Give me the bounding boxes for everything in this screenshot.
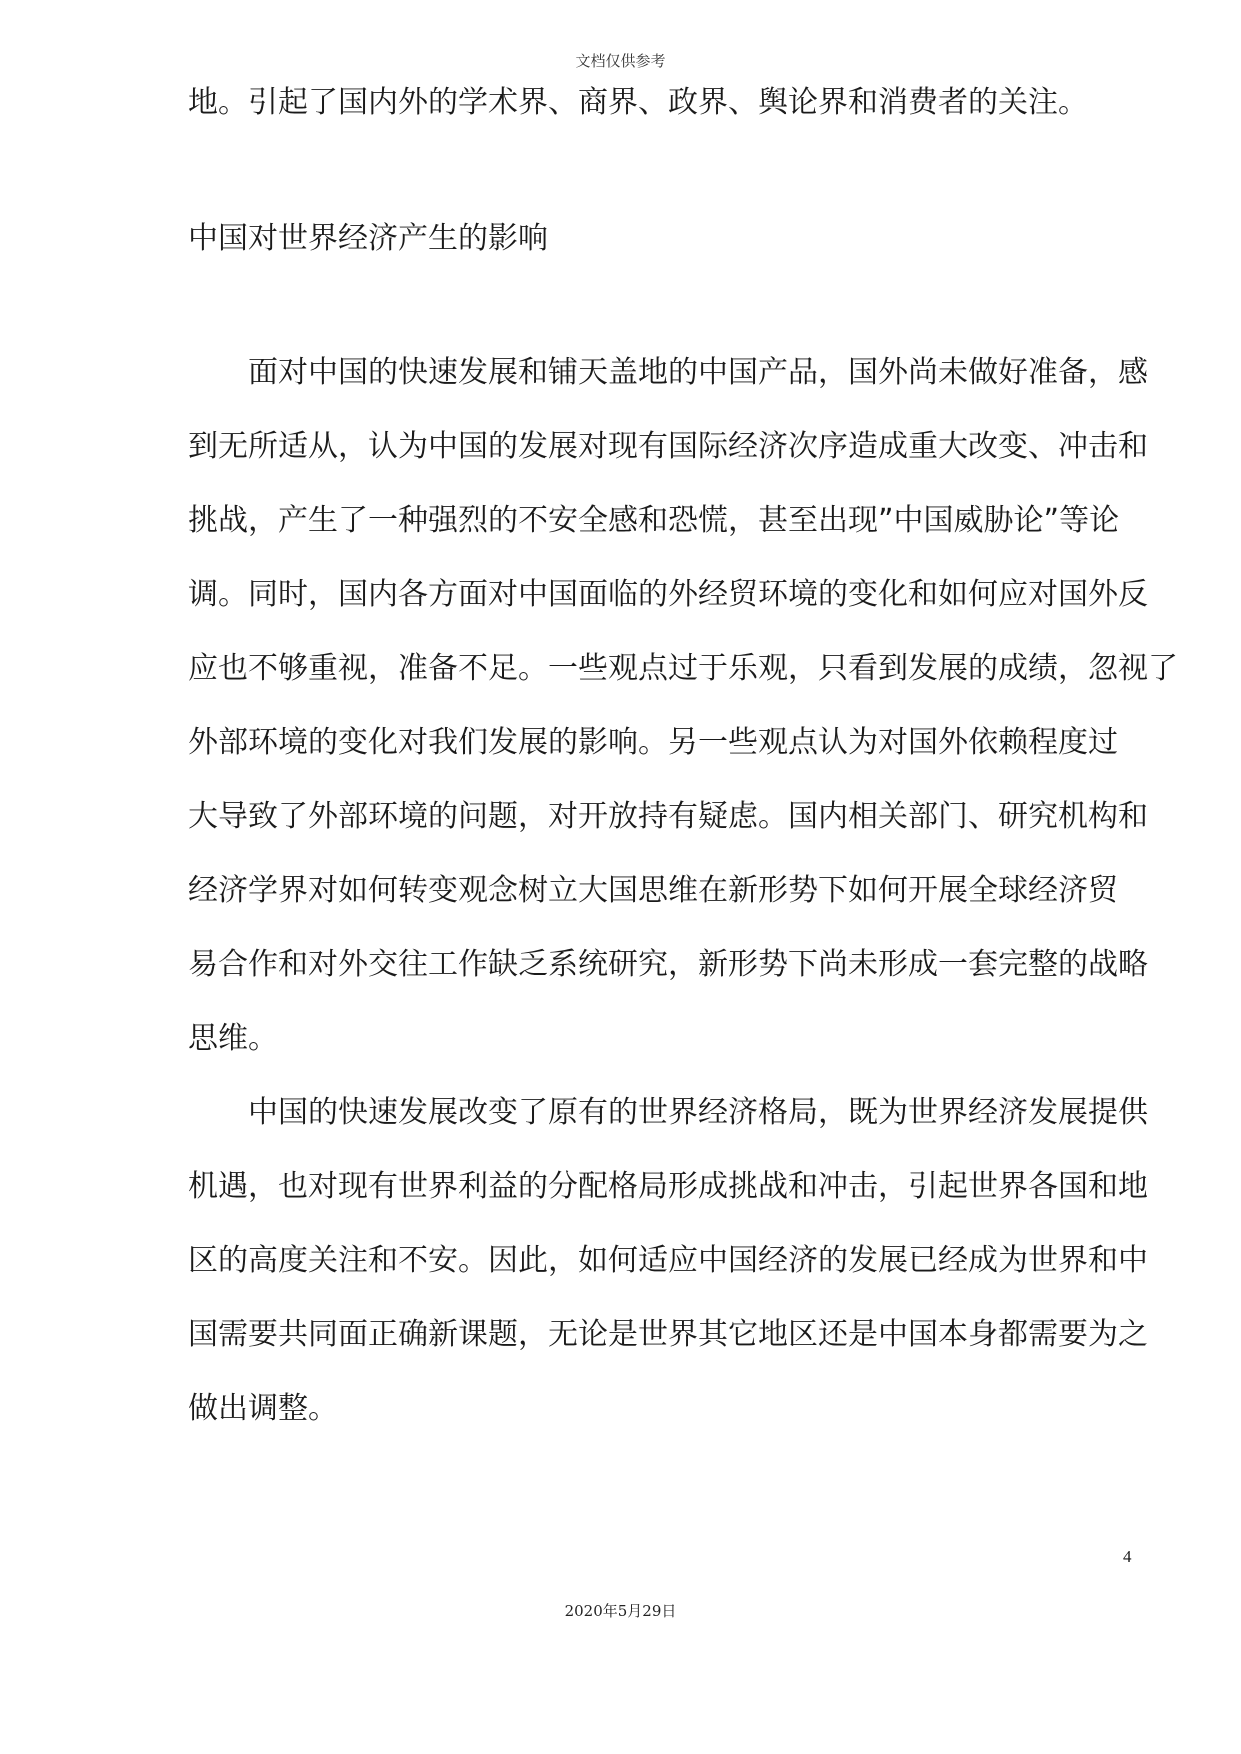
paragraph-line: 易合作和对外交往工作缺乏系统研究，新形势下尚未形成一套完整的战略 xyxy=(188,947,1148,982)
paragraph-line: 到无所适从，认为中国的发展对现有国际经济次序造成重大改变、冲击和 xyxy=(188,429,1148,464)
paragraph-line: 外部环境的变化对我们发展的影响。另一些观点认为对国外依赖程度过 xyxy=(188,725,1118,760)
paragraph-line: 面对中国的快速发展和铺天盖地的中国产品，国外尚未做好准备，感 xyxy=(248,355,1148,390)
paragraph-line: 地。引起了国内外的学术界、商界、政界、舆论界和消费者的关注。 xyxy=(188,85,1088,120)
header-note: 文档仅供参考 xyxy=(575,52,666,70)
paragraph-line: 中国的快速发展改变了原有的世界经济格局，既为世界经济发展提供 xyxy=(248,1095,1148,1130)
top-paragraph xyxy=(188,66,1148,140)
paragraph-line: 挑战，产生了一种强烈的不安全感和恐慌，甚至出现”中国威胁论”等论 xyxy=(188,503,1120,538)
paragraph-line: 思维。 xyxy=(188,1021,278,1056)
footer-date: 2020年5月29日 xyxy=(564,1602,677,1620)
paragraph-1 xyxy=(188,336,1178,1076)
paragraph-line: 经济学界对如何转变观念树立大国思维在新形势下如何开展全球经济贸 xyxy=(188,873,1118,908)
paragraph-2 xyxy=(188,1076,1148,1446)
page-number: 4 xyxy=(1123,1547,1132,1566)
paragraph-line: 国需要共同面正确新课题，无论是世界其它地区还是中国本身都需要为之 xyxy=(188,1317,1148,1352)
paragraph-line: 应也不够重视，准备不足。一些观点过于乐观，只看到发展的成绩，忽视了 xyxy=(188,651,1178,686)
section-heading-text: 中国对世界经济产生的影响 xyxy=(188,221,548,256)
section-heading xyxy=(188,202,1148,276)
paragraph-line: 大导致了外部环境的问题，对开放持有疑虑。国内相关部门、研究机构和 xyxy=(188,799,1148,834)
paragraph-line: 机遇，也对现有世界利益的分配格局形成挑战和冲击，引起世界各国和地 xyxy=(188,1169,1148,1204)
paragraph-line: 调。同时，国内各方面对中国面临的外经贸环境的变化和如何应对国外反 xyxy=(188,577,1148,612)
paragraph-line: 区的高度关注和不安。因此，如何适应中国经济的发展已经成为世界和中 xyxy=(188,1243,1148,1278)
paragraph-line: 做出调整。 xyxy=(188,1391,338,1426)
